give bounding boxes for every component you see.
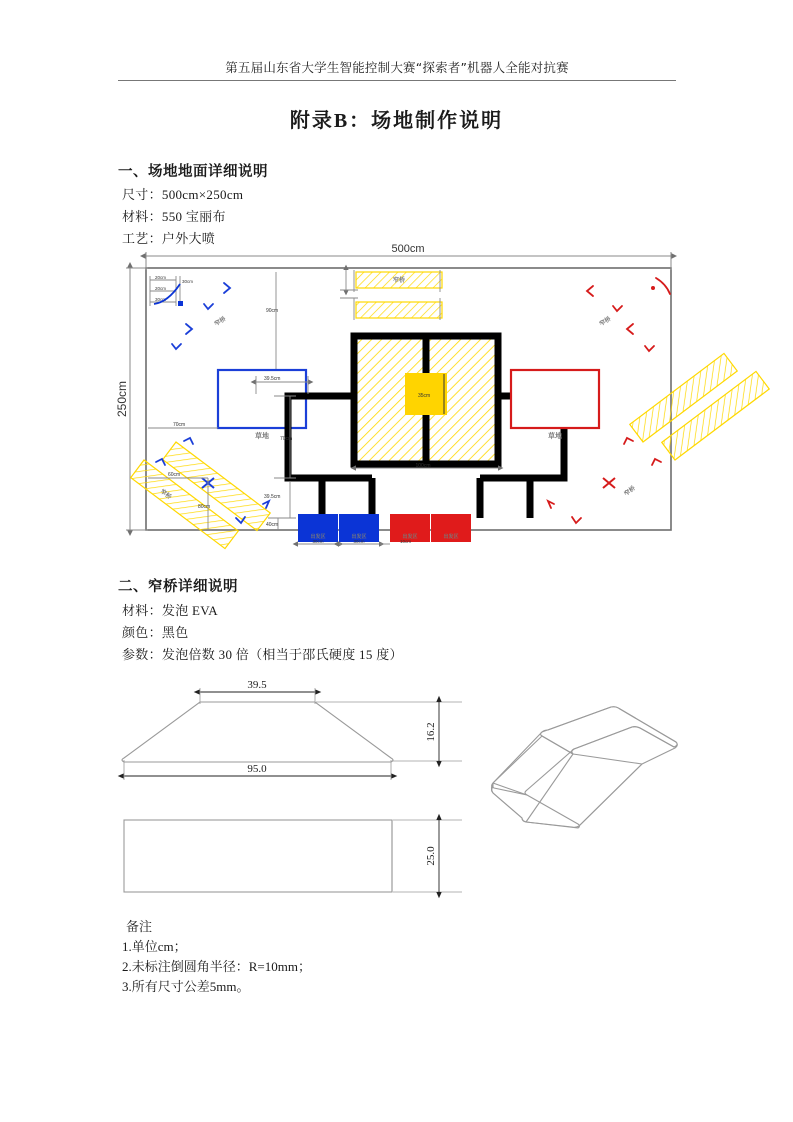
bridge-front-profile (122, 702, 393, 762)
section1-heading: 一、场地地面详细说明 (118, 164, 268, 180)
dim-395-top-text: 39.5cm (264, 376, 281, 382)
field-label-grass-left: 草地 (255, 432, 269, 440)
dim-395-text: 39.5 (247, 679, 267, 691)
dim-100cm-text: 100cm (415, 463, 431, 469)
field-label-bridge-left1: 窄桥 (213, 315, 228, 328)
dim-60cm-text: 60cm (168, 472, 181, 478)
iso-edge-left (526, 754, 573, 822)
blue-square-marker (178, 301, 183, 306)
header-rule (118, 80, 676, 81)
iso-outline (492, 707, 678, 828)
dim-250-text: 25.0 (425, 846, 437, 866)
dim-35cm-text: 35cm (418, 393, 431, 399)
page-title: 附录B：场地制作说明 (289, 110, 504, 132)
dim-950-text: 95.0 (247, 763, 267, 775)
start-zone-label-b2: 出发区 (351, 534, 367, 540)
dim-500cm: 500cm (391, 243, 425, 255)
notes-item-2: 3.所有尺寸公差5mm。 (122, 979, 250, 994)
dim-162-text: 16.2 (425, 722, 437, 742)
field-label-bridge-left2: 窄桥 (158, 488, 173, 501)
dim-70cm-left-text: 70cm (173, 422, 186, 428)
dim-40cm-text: 40cm (266, 522, 279, 528)
field-label-grass-right: 草地 (548, 432, 562, 440)
section2-line-2: 参数：发泡倍数 30 倍（相当于邵氏硬度 15 度） (122, 647, 403, 662)
section1-line-1: 材料：550 宝丽布 (122, 209, 226, 224)
dim-height (316, 702, 462, 761)
dim-70-mid-text: 70cm (280, 436, 293, 442)
bridge-top-1 (356, 272, 442, 288)
bridge-plan-view (124, 820, 392, 892)
dim-10-gap: 10cm (400, 539, 412, 544)
notes-item-0: 1.单位cm； (122, 939, 187, 954)
dim-field-width (146, 243, 671, 270)
bridge-isometric-view (474, 676, 694, 866)
section2-heading: 二、窄桥详细说明 (118, 579, 238, 595)
bridge-orthographic-views (112, 672, 472, 912)
notes-title: 备注 (126, 919, 153, 934)
section1-line-0: 尺寸：500cm×250cm (122, 187, 244, 202)
dim-80cm-text: 80cm (198, 504, 211, 510)
dim-20cm-b: 20cm (155, 286, 167, 291)
dim-30cm-b: 30cm (182, 279, 194, 284)
section2-line-0: 材料：发泡 EVA (122, 603, 218, 618)
dim-20cm-a: 20cm (155, 275, 167, 280)
field-layout-diagram (115, 243, 678, 546)
red-dot-marker (651, 286, 655, 290)
dim-30cm-a: 30cm (155, 297, 167, 302)
dim-90cm-text: 90cm (266, 308, 279, 314)
start-zone-label-r1: 出发区 (402, 534, 418, 540)
dim-field-height (115, 268, 148, 530)
dim-top-width (200, 679, 315, 704)
dim-250cm: 250cm (115, 380, 129, 418)
iso-ridge2 (574, 727, 674, 749)
dim-395-bot-text: 39.5cm (264, 494, 281, 500)
notes-item-1: 2.未标注倒圆角半径：R=10mm； (122, 959, 311, 974)
iso-left-face (492, 736, 574, 795)
start-zone-label-b1: 出发区 (310, 534, 326, 540)
dim-bottom-width (124, 760, 391, 780)
section2-line-1: 颜色：黑色 (122, 625, 189, 640)
bridge-top-2 (356, 302, 442, 318)
red-grass-rect (511, 370, 599, 428)
field-label-bridge-right2: 窄桥 (622, 484, 637, 498)
iso-edge-right (579, 764, 642, 826)
dim-30-blue1: 30cm (312, 539, 324, 544)
start-zone-label-r2: 出发区 (443, 534, 459, 540)
running-head: 第五届山东省大学生智能控制大赛“探索者”机器人全能对抗赛 (225, 60, 569, 75)
iso-ridge (572, 749, 642, 764)
field-label-bridge-right1: 窄桥 (598, 315, 613, 328)
dim-depth (393, 820, 462, 892)
dim-30-blue2: 30cm (353, 539, 365, 544)
section1-line-2: 工艺：户外大喷 (122, 231, 216, 246)
field-label-bridge-top1: 窄桥 (392, 277, 406, 284)
